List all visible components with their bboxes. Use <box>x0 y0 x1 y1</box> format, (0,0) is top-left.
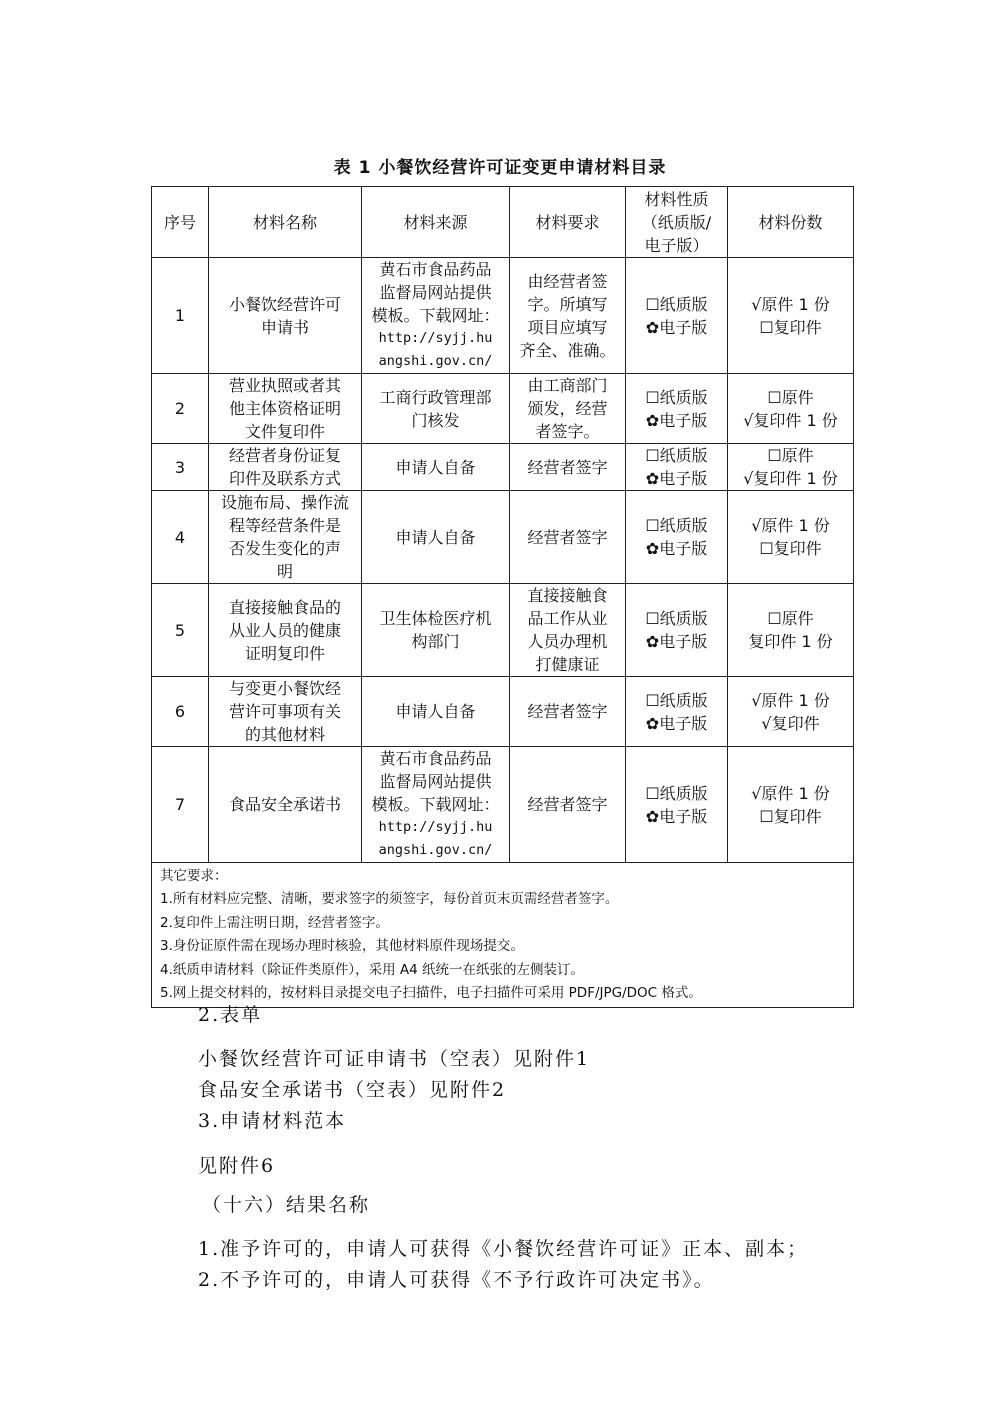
cell-name-line: 食品安全承诺书 <box>228 795 341 814</box>
header-seq: 序号 <box>152 187 209 258</box>
cell-nature-line: ✿电子版 <box>645 632 708 651</box>
note-line: 1.所有材料应完整、清晰，要求签字的须签字，每份首页末页需经营者签字。 <box>160 891 619 908</box>
header-source: 材料来源 <box>362 187 510 258</box>
cell-copies <box>728 258 854 374</box>
cell-copies <box>728 584 854 677</box>
cell-copies-line: √原件 1 份 <box>751 294 830 314</box>
cell-source-line: http://syjj.hu <box>378 819 493 835</box>
cell-nature-line: ☐纸质版 <box>645 690 708 710</box>
cell-copies-line: ☐复印件 <box>759 317 822 337</box>
cell-copies-line: √复印件 <box>761 713 820 733</box>
cell-seq: 3 <box>152 444 209 491</box>
cell-source-line: 卫生体检医疗机 <box>379 609 492 628</box>
cell-source-line: 黄石市食品药品 <box>379 260 492 279</box>
note-line: 其它要求： <box>160 868 228 884</box>
notes-cell <box>152 863 854 1008</box>
cell-nature <box>626 374 728 444</box>
cell-name-line: 程等经营条件是 <box>228 516 341 535</box>
cell-requirement <box>510 584 626 677</box>
cell-name <box>209 584 362 677</box>
cell-source-line: 申请人自备 <box>395 527 476 547</box>
cell-copies-line: ☐复印件 <box>759 806 822 826</box>
cell-source <box>362 747 510 863</box>
header-nature-line: 材料性质 <box>644 189 709 209</box>
cell-seq: 4 <box>152 491 209 584</box>
cell-name-line: 从业人员的健康 <box>228 620 341 640</box>
result-line-2: 2.不予许可的，申请人可获得《不予行政许可决定书》。 <box>198 1269 715 1291</box>
cell-source-line: http://syjj.hu <box>378 330 493 346</box>
table-row <box>152 584 854 677</box>
cell-nature-line: ✿电子版 <box>645 469 708 488</box>
cell-copies <box>728 374 854 444</box>
cell-copies-line: ☐原件 <box>767 446 814 465</box>
cell-name-line: 小餐饮经营许可 <box>228 294 341 314</box>
cell-nature <box>626 584 728 677</box>
cell-nature-line: ✿电子版 <box>645 539 708 558</box>
cell-requirement-line: 项目应填写 <box>527 317 608 337</box>
result-heading: （十六）结果名称 <box>202 1194 371 1216</box>
cell-requirement-line: 经营者签字 <box>527 527 608 547</box>
cell-nature <box>626 444 728 491</box>
form-line-1: 小餐饮经营许可证申请书（空表）见附件1 <box>198 1048 591 1070</box>
cell-copies <box>728 747 854 863</box>
cell-source-line: 黄石市食品药品 <box>379 749 492 768</box>
cell-copies-line: √原件 1 份 <box>751 516 830 535</box>
cell-name <box>209 258 362 374</box>
cell-name-line: 否发生变化的声 <box>228 539 341 558</box>
table-row <box>152 444 854 491</box>
cell-name <box>209 747 362 863</box>
cell-nature <box>626 677 728 747</box>
cell-seq: 7 <box>152 747 209 863</box>
note-line: 3.身份证原件需在现场办理时核验，其他材料原件现场提交。 <box>160 938 524 955</box>
cell-copies-line: ☐原件 <box>767 387 814 407</box>
cell-name-line: 与变更小餐饮经 <box>228 679 341 698</box>
notes-row <box>152 863 854 1008</box>
cell-requirement-line: 颁发，经营 <box>527 399 608 418</box>
cell-seq: 5 <box>152 584 209 677</box>
cell-requirement-line: 字。所填写 <box>527 294 608 314</box>
table-row <box>152 747 854 863</box>
header-nature-line: （纸质版/ <box>641 212 712 232</box>
cell-requirement <box>510 491 626 584</box>
cell-source-line: 模板。下载网址： <box>371 306 500 325</box>
cell-name-line: 营业执照或者其 <box>228 376 341 395</box>
cell-name-line: 证明复印件 <box>244 643 325 663</box>
cell-source-line: 申请人自备 <box>395 457 476 477</box>
table-header-row <box>152 187 854 258</box>
cell-name-line: 申请书 <box>260 317 309 337</box>
cell-source-line: angshi.gov.cn/ <box>378 842 493 858</box>
result-line-1: 1.准予许可的，申请人可获得《小餐饮经营许可证》正本、副本； <box>198 1238 809 1260</box>
cell-requirement-line: 齐全、准确。 <box>519 340 616 360</box>
cell-name-line: 文件复印件 <box>244 422 325 441</box>
note-line: 2.复印件上需注明日期，经营者签字。 <box>160 914 389 931</box>
cell-copies-line: √复印件 1 份 <box>743 410 838 430</box>
cell-source-line: 模板。下载网址： <box>371 795 500 814</box>
cell-nature <box>626 491 728 584</box>
cell-name-line: 营许可事项有关 <box>228 702 341 721</box>
note-line: 4.纸质申请材料（除证件类原件），采用 A4 纸统一在纸张的左侧装订。 <box>160 961 585 978</box>
cell-requirement-line: 直接接触食 <box>527 586 608 605</box>
table-row <box>152 374 854 444</box>
cell-copies-line: 复印件 1 份 <box>748 632 833 651</box>
cell-nature <box>626 747 728 863</box>
cell-source-line: 监督局网站提供 <box>379 772 492 791</box>
cell-nature <box>626 258 728 374</box>
cell-requirement <box>510 258 626 374</box>
note-line: 5.网上提交材料的，按材料目录提交电子扫描件，电子扫描件可采用 PDF/JPG/DOC 格式。 <box>160 985 702 1002</box>
cell-nature-line: ☐纸质版 <box>645 516 708 535</box>
header-name: 材料名称 <box>209 187 362 258</box>
cell-requirement-line: 品工作从业 <box>527 609 608 628</box>
cell-copies-line: √原件 1 份 <box>751 783 830 803</box>
cell-nature-line: ☐纸质版 <box>645 294 708 314</box>
cell-copies-line: ☐复印件 <box>759 539 822 558</box>
cell-source <box>362 444 510 491</box>
cell-requirement-line: 经营者签字 <box>527 457 608 477</box>
cell-requirement-line: 经营者签字 <box>527 795 608 814</box>
cell-requirement-line: 打健康证 <box>535 655 600 674</box>
cell-copies-line: √复印件 1 份 <box>743 469 838 488</box>
cell-requirement-line: 经营者签字 <box>527 702 608 721</box>
cell-source-line: 构部门 <box>411 632 460 651</box>
cell-requirement-line: 由工商部门 <box>527 376 608 395</box>
cell-name-line: 的其他材料 <box>244 725 325 744</box>
table-row <box>152 258 854 374</box>
cell-source-line: 申请人自备 <box>395 702 476 721</box>
cell-nature-line: ☐纸质版 <box>645 609 708 628</box>
cell-copies <box>728 677 854 747</box>
table-row <box>152 677 854 747</box>
cell-name-line: 设施布局、操作流 <box>220 493 349 512</box>
cell-nature-line: ✿电子版 <box>645 806 708 826</box>
header-nature-line: 电子版） <box>644 235 709 255</box>
cell-nature-line: ✿电子版 <box>645 317 708 337</box>
form-heading: 2.表单 <box>198 1004 263 1026</box>
sample-heading: 3.申请材料范本 <box>198 1110 347 1132</box>
cell-seq: 2 <box>152 374 209 444</box>
header-nature <box>626 187 728 258</box>
table-caption: 表 1 小餐饮经营许可证变更申请材料目录 <box>333 158 667 178</box>
cell-requirement-line: 者签字。 <box>535 422 600 441</box>
cell-name-line: 他主体资格证明 <box>228 399 341 418</box>
cell-source <box>362 677 510 747</box>
cell-requirement-line: 由经营者签 <box>527 271 608 291</box>
cell-source-line: 工商行政管理部 <box>379 387 492 407</box>
table-body <box>152 258 854 863</box>
cell-name-line: 明 <box>276 562 293 581</box>
cell-seq: 1 <box>152 258 209 374</box>
cell-copies <box>728 491 854 584</box>
cell-name <box>209 677 362 747</box>
sample-line: 见附件6 <box>198 1155 276 1177</box>
cell-name <box>209 444 362 491</box>
cell-copies-line: ☐原件 <box>767 609 814 628</box>
cell-name-line: 印件及联系方式 <box>228 469 341 488</box>
materials-table <box>151 186 854 1008</box>
cell-nature-line: ☐纸质版 <box>645 387 708 407</box>
cell-source <box>362 584 510 677</box>
cell-source <box>362 374 510 444</box>
cell-name <box>209 374 362 444</box>
header-requirement: 材料要求 <box>510 187 626 258</box>
cell-copies <box>728 444 854 491</box>
form-line-2: 食品安全承诺书（空表）见附件2 <box>198 1079 507 1101</box>
cell-requirement <box>510 677 626 747</box>
cell-name-line: 经营者身份证复 <box>228 446 341 465</box>
cell-source-line: 门核发 <box>411 410 460 430</box>
cell-requirement-line: 人员办理机 <box>527 632 608 651</box>
cell-source-line: 监督局网站提供 <box>379 283 492 302</box>
cell-nature-line: ☐纸质版 <box>645 783 708 803</box>
cell-requirement <box>510 374 626 444</box>
cell-nature-line: ✿电子版 <box>645 410 708 430</box>
cell-requirement <box>510 747 626 863</box>
cell-nature-line: ☐纸质版 <box>645 446 708 465</box>
cell-copies-line: √原件 1 份 <box>751 690 830 710</box>
cell-seq: 6 <box>152 677 209 747</box>
cell-source <box>362 491 510 584</box>
table-row <box>152 491 854 584</box>
cell-source-line: angshi.gov.cn/ <box>378 353 493 369</box>
header-copies: 材料份数 <box>728 187 854 258</box>
cell-name <box>209 491 362 584</box>
cell-requirement <box>510 444 626 491</box>
cell-source <box>362 258 510 374</box>
cell-name-line: 直接接触食品的 <box>228 597 341 617</box>
cell-nature-line: ✿电子版 <box>645 713 708 733</box>
